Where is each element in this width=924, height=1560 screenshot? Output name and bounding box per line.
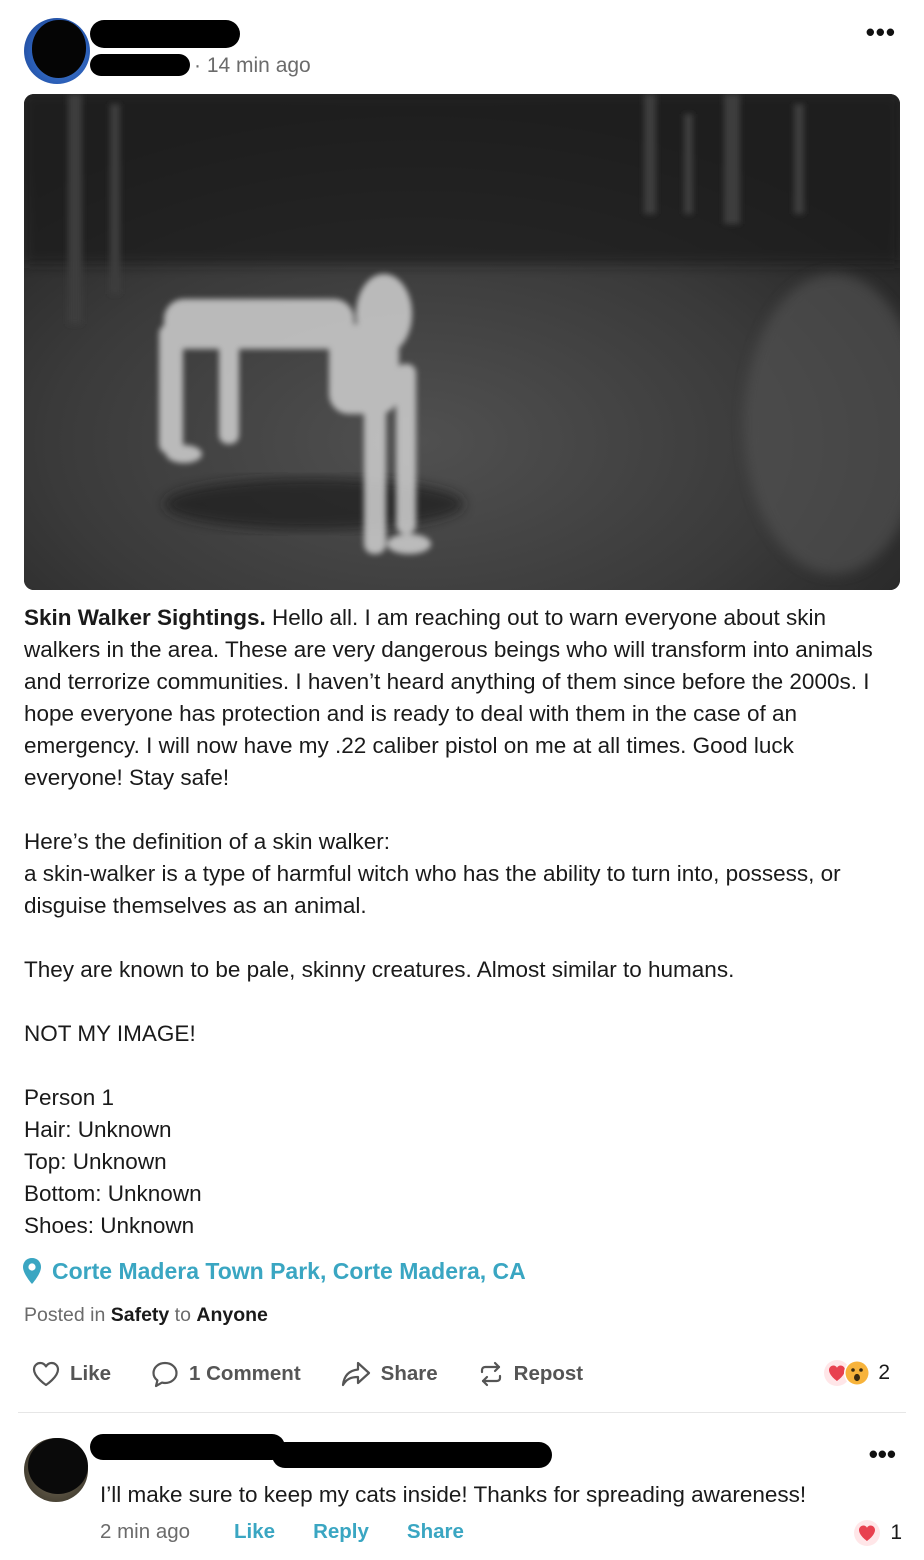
audience-link[interactable]: Anyone bbox=[196, 1304, 268, 1326]
post-action-bar bbox=[32, 1356, 623, 1392]
comment-bubble-icon bbox=[151, 1360, 179, 1388]
commenter-name-redacted[interactable] bbox=[90, 1434, 285, 1460]
bottom-field: Bottom: Unknown bbox=[24, 1181, 202, 1206]
description-text: They are known to be pale, skinny creatures. Almost similar to humans. bbox=[24, 957, 735, 982]
heart-reaction-icon bbox=[852, 1518, 882, 1548]
repost-icon bbox=[478, 1361, 504, 1387]
commenter-meta-redacted bbox=[272, 1442, 552, 1468]
post-timestamp: · 14 min ago bbox=[194, 54, 311, 77]
repost-button[interactable]: Repost bbox=[478, 1361, 583, 1387]
comment-timestamp: 2 min ago bbox=[100, 1520, 191, 1543]
post-paragraph-intro: Skin Walker Sightings. Hello all. I am reaching out to warn everyone about skin walkers in the area. These are very dangerous beings who will transform into animals and terrorize communities. I haven’t heard anything of them since before the 2000s. I hope everyone has protection and is ready to deal with them in the case of an emergency. I will now have my .22 caliber pistol on me at all times. Good luck everyone! Stay safe! bbox=[24, 605, 873, 790]
blank-line bbox=[24, 922, 894, 954]
location-pin-icon bbox=[22, 1257, 42, 1285]
post-image[interactable] bbox=[24, 94, 900, 590]
comment-like-button[interactable]: Like bbox=[234, 1520, 276, 1543]
person-label: Person 1 bbox=[24, 1085, 115, 1110]
blank-line bbox=[24, 794, 894, 826]
post-title: Skin Walker Sightings. bbox=[24, 605, 266, 630]
definition-heading: Here’s the definition of a skin walker: bbox=[24, 829, 391, 854]
blank-line bbox=[24, 1050, 894, 1082]
reaction-emojis bbox=[822, 1358, 872, 1388]
like-button[interactable]: Like bbox=[32, 1361, 111, 1387]
shoes-field: Shoes: Unknown bbox=[24, 1213, 195, 1238]
posted-in-line: Posted in Safety to Anyone bbox=[24, 1304, 268, 1326]
reaction-count: 2 bbox=[878, 1361, 890, 1384]
comment-more-options-icon[interactable]: ••• bbox=[868, 1439, 896, 1469]
location-text[interactable]: Corte Madera Town Park, Corte Madera, CA bbox=[52, 1257, 526, 1284]
night-camera-photo bbox=[24, 94, 900, 590]
category-link[interactable]: Safety bbox=[110, 1304, 170, 1326]
post-more-options-icon[interactable]: ••• bbox=[865, 17, 896, 47]
location-link[interactable] bbox=[22, 1254, 526, 1288]
comments-divider bbox=[18, 1412, 906, 1413]
commenter-avatar-redaction bbox=[28, 1438, 88, 1494]
hair-field: Hair: Unknown bbox=[24, 1117, 172, 1142]
top-field: Top: Unknown bbox=[24, 1149, 167, 1174]
comment-button[interactable]: 1 Comment bbox=[151, 1360, 301, 1388]
comment-reply-button[interactable]: Reply bbox=[313, 1520, 369, 1543]
avatar-redaction bbox=[32, 20, 86, 78]
share-button[interactable]: Share bbox=[341, 1360, 438, 1388]
author-meta-redacted bbox=[90, 54, 190, 76]
share-arrow-icon bbox=[341, 1360, 371, 1388]
post-reactions[interactable] bbox=[822, 1358, 890, 1388]
heart-outline-icon bbox=[32, 1361, 60, 1387]
heart-wow-reaction-icon bbox=[822, 1358, 872, 1388]
comment-text: I’ll make sure to keep my cats inside! Thanks for spreading awareness! bbox=[100, 1482, 807, 1507]
comment-meta bbox=[100, 1520, 502, 1544]
disclaimer-text: NOT MY IMAGE! bbox=[24, 1021, 196, 1046]
author-name-redacted[interactable] bbox=[90, 20, 240, 48]
definition-text: a skin-walker is a type of harmful witch who has the ability to turn into, possess, or disguise themselves as an animal. bbox=[24, 861, 841, 918]
comment-reactions[interactable] bbox=[852, 1518, 902, 1548]
comment-share-button[interactable]: Share bbox=[406, 1520, 464, 1543]
post-body bbox=[24, 602, 894, 1242]
comment-reaction-count: 1 bbox=[890, 1521, 902, 1544]
blank-line bbox=[24, 986, 894, 1018]
